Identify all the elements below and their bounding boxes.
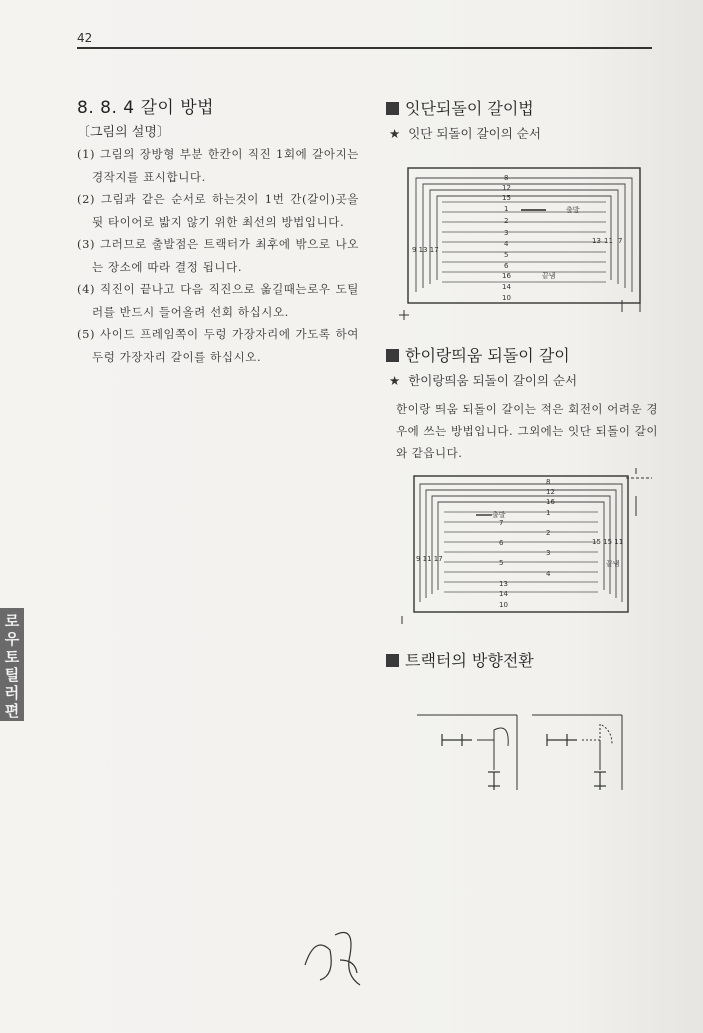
label-center-6: 6 (499, 539, 504, 547)
section-title: 8. 8. 4 갈이 방법 (77, 98, 215, 118)
label-center-9: 4 (546, 570, 551, 578)
section1-subheading (389, 124, 541, 142)
star-icon: ★ (389, 126, 401, 141)
note-item: (5) 사이드 프레임쪽이 두렁 가장자리에 가도록 하여 두렁 가장자리 갈이를 하십시오. (77, 327, 359, 364)
label-center-11: 14 (499, 590, 508, 598)
label-center-0: 8 (546, 478, 551, 486)
label-center-4: 7 (499, 519, 504, 527)
label-right-b: 11 (604, 237, 613, 245)
tractor-icon (442, 734, 606, 790)
label-center-8: 6 (504, 262, 509, 270)
section2-paragraph: 한이랑 띄움 되돌이 갈이는 적은 회전이 어려운 경우에 쓰는 방법입니다. 그외에는 잇단 되돌이 갈이와 같읍니다. (396, 402, 658, 460)
label-center-11: 10 (502, 294, 511, 302)
section3-heading-text: 트랙터의 방향전환 (405, 651, 534, 670)
square-bullet-icon (386, 102, 399, 115)
notes-list (77, 143, 359, 368)
label-center-1: 12 (502, 184, 511, 192)
label-center-10: 14 (502, 283, 511, 291)
section1-subheading-text: 잇단 되돌이 갈이의 순서 (408, 126, 541, 141)
label-center-7: 5 (504, 251, 509, 259)
section2-subheading (389, 371, 577, 389)
label-right-c: 7 (618, 237, 623, 245)
label-center-2: 15 (502, 194, 511, 202)
label-center-5: 2 (546, 529, 551, 537)
section1-heading (386, 96, 534, 119)
star-icon: ★ (389, 373, 401, 388)
handwritten-mark (295, 915, 375, 995)
section1-heading-text: 잇단되돌이 갈이법 (405, 99, 534, 118)
top-rule (77, 47, 652, 49)
section3-heading (386, 648, 534, 671)
label-left: 9 11 17 (416, 555, 443, 563)
square-bullet-icon (386, 349, 399, 362)
figure-continuous-return (396, 160, 656, 325)
section2-heading-text: 한이랑띄움 되돌이 갈이 (405, 346, 570, 365)
end-label: 끝냄 (542, 272, 556, 280)
label-center-3: 1 (504, 205, 509, 213)
note-item: (1) 그림의 장방형 부분 한칸이 직진 1회에 갈아지는 경작지를 표시합니다. (77, 147, 359, 184)
label-center-12: 10 (499, 601, 508, 609)
label-center-5: 3 (504, 229, 509, 237)
side-tab (0, 608, 24, 721)
start-label: 출발 (566, 206, 580, 214)
label-center-6: 4 (504, 240, 509, 248)
label-center-1: 12 (546, 488, 555, 496)
end-label: 끝냄 (606, 560, 620, 568)
note-item: (4) 직진이 끝나고 다음 직진으로 옮길때는로우 도틸러를 반드시 들어올려 선회 하십시오. (77, 282, 359, 319)
label-center-4: 2 (504, 217, 509, 225)
square-bullet-icon (386, 654, 399, 667)
label-center-3: 1 (546, 509, 551, 517)
label-center-0: 8 (504, 174, 509, 182)
label-center-2: 16 (546, 498, 555, 506)
section2-subheading-text: 한이랑띄움 되돌이 갈이의 순서 (408, 373, 578, 388)
page-number: 42 (77, 31, 93, 45)
label-center-8: 5 (499, 559, 504, 567)
figure-skip-row-return (396, 466, 656, 626)
figure-direction-change (412, 710, 632, 800)
label-right: 15 15 11 (592, 538, 624, 546)
note-item: (3) 그러므로 출발점은 트랙터가 최후에 밖으로 나오는 장소에 따라 결정 됩니다. (77, 237, 359, 274)
label-center-7: 3 (546, 549, 551, 557)
side-tab-label: 로우토틸러편 (4, 612, 20, 720)
label-right-a: 13 (592, 237, 601, 245)
label-center-9: 16 (502, 272, 511, 280)
note-item: (2) 그림과 같은 순서로 하는것이 1번 간(갈이)곳을 뒷 타이어로 밟지 않기 위한 최선의 방법입니다. (77, 192, 359, 229)
label-left: 9 13 17 (412, 246, 439, 254)
label-center-10: 13 (499, 580, 508, 588)
figure-caption: 〔그림의 설명〕 (77, 125, 170, 140)
section2-heading (386, 343, 570, 366)
start-label: 출발 (492, 511, 506, 519)
